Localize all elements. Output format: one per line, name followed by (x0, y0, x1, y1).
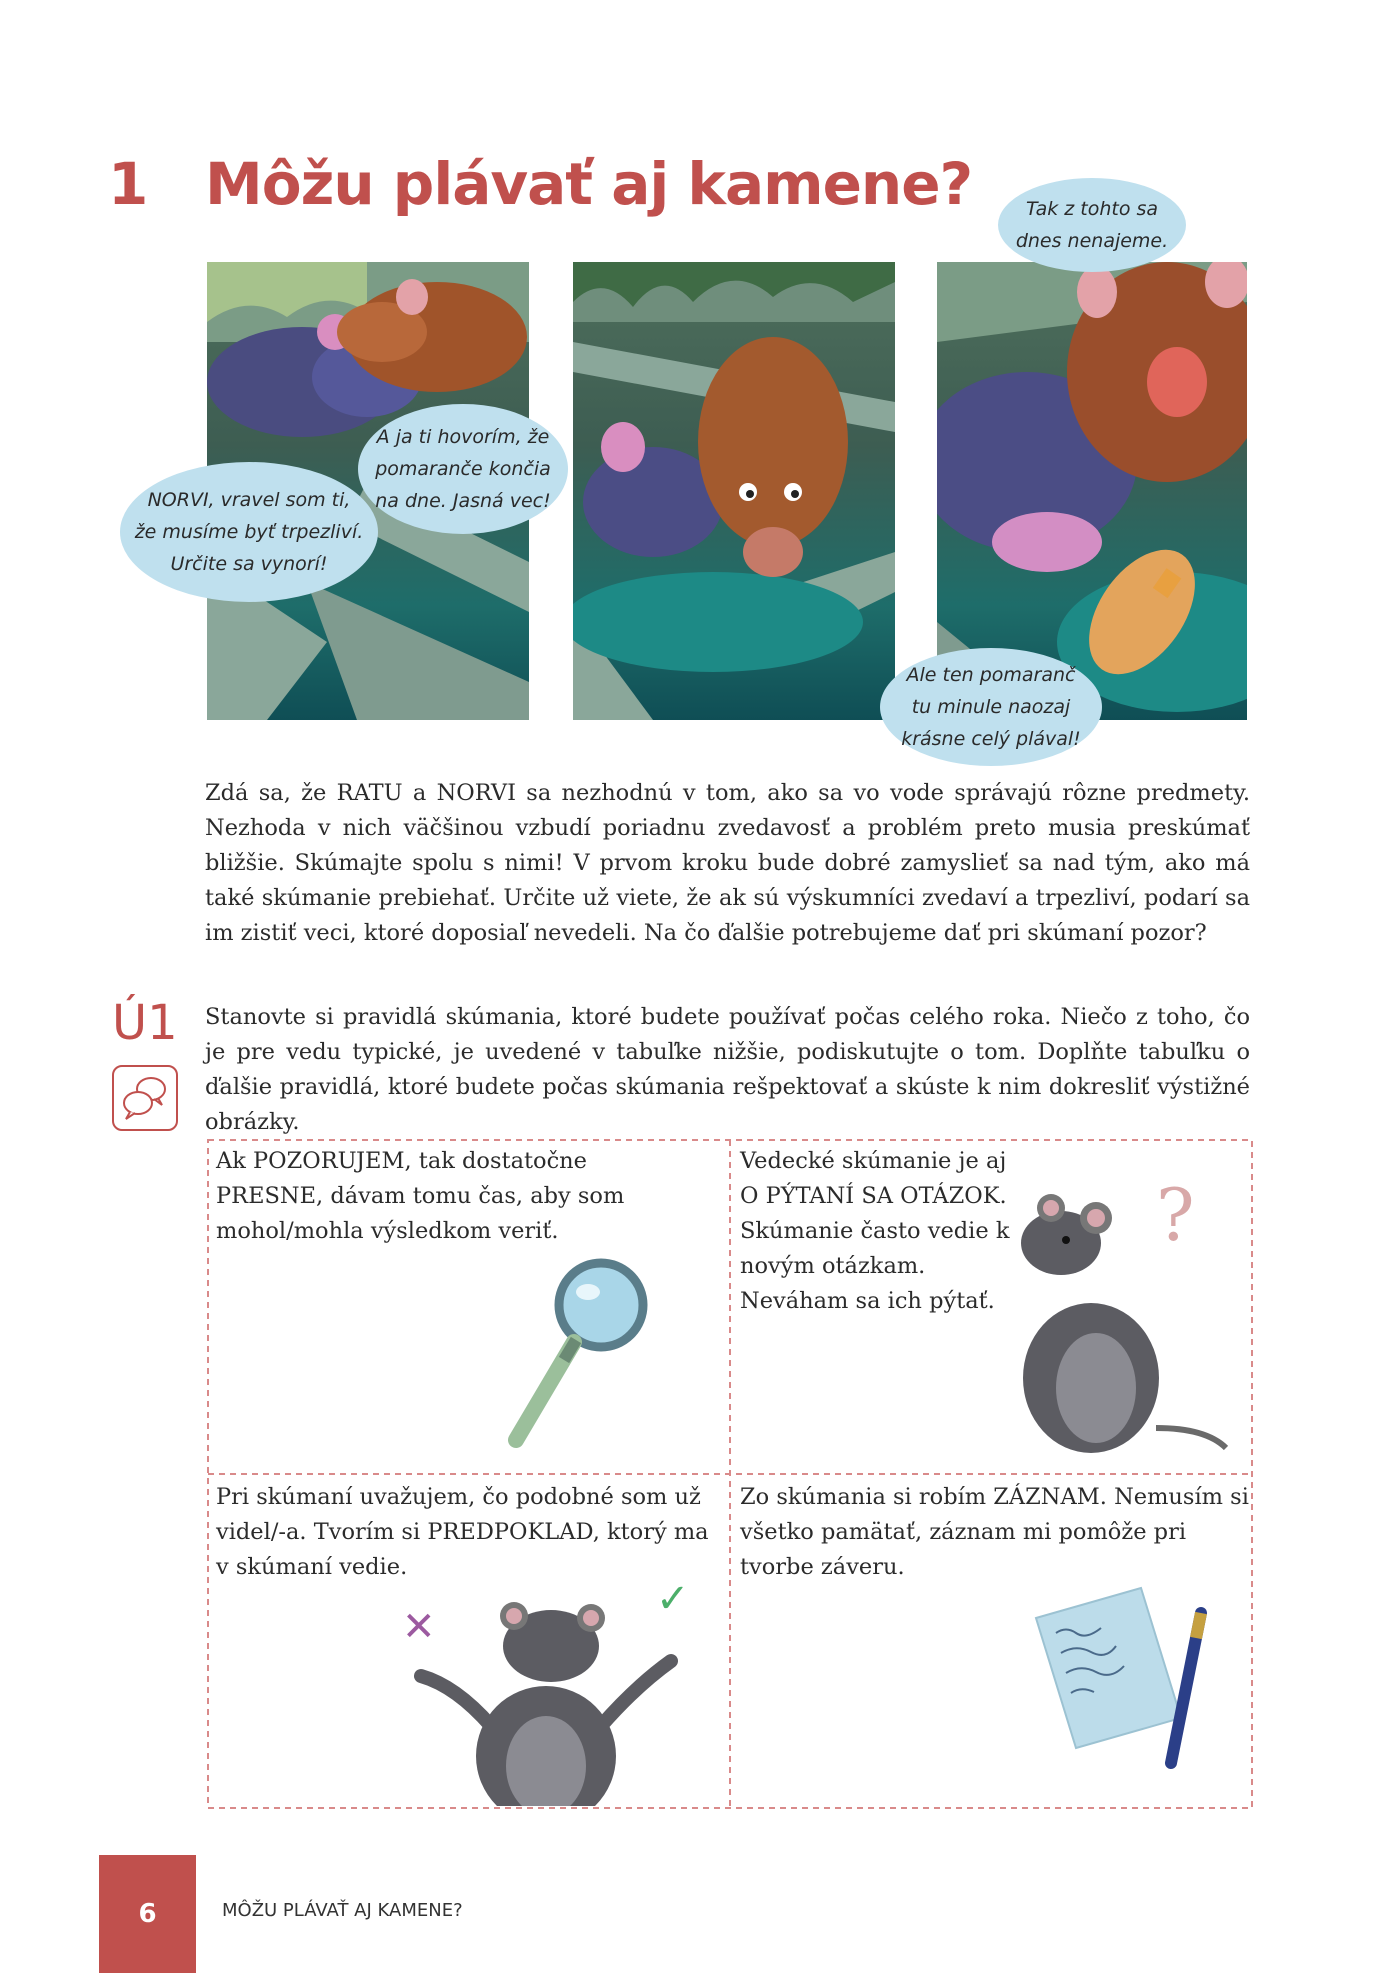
rule-text: Vedecké skúmanie je aj O PÝTANÍ SA OTÁZOK. Skúmanie často vedie k novým otázkam. Neváham sa ich pýtať. (740, 1148, 1010, 1314)
chapter-number: 1 (108, 150, 150, 218)
question-mark-icon: ? (1156, 1173, 1195, 1257)
discussion-icon (112, 1065, 178, 1131)
notepad-pen-icon (1016, 1578, 1216, 1778)
cross-mark-icon: ✕ (402, 1604, 436, 1650)
comic-panel-2 (573, 262, 895, 720)
thinking-rat-icon (396, 1576, 706, 1806)
speech-bubble: NORVI, vravel som ti, že musíme byť trpezliví. Určite sa vynorí! (120, 462, 378, 602)
page-number: 6 (99, 1855, 196, 1973)
speech-bubble: Tak z tohto sa dnes nenajeme. (998, 178, 1186, 272)
intro-paragraph: Zdá sa, že RATU a NORVI sa nezhodnú v tom, ako sa vo vode správajú rôzne predmety. Nezhoda v nich väčšinou vzbudí poriadnu zvedavosť a problém preto musia preskúmať bližšie. Skúmajte spolu s nimi! V prvom kroku bude dobré zamyslieť sa nad tým, ako má také skúmanie prebiehať. Určite už viete, že ak sú výskumníci zvedaví a trpezliví, podarí sa im zistiť veci, ktoré doposiaľ nevedeli. Na čo ďalšie potrebujeme dať pri skúmaní pozor? (205, 780, 1250, 946)
question-rat-icon (1006, 1168, 1236, 1458)
rule-text: Pri skúmaní uvažujem, čo podobné som už videl/-a. Tvorím si PREDPOKLAD, ktorý ma v skúmaní vedie. (216, 1484, 709, 1580)
comic-panel-2-art (573, 262, 895, 720)
speech-bubble: Ale ten pomaranč tu minule naozaj krásne celý plával! (880, 648, 1102, 766)
chapter-title: Môžu plávať aj kamene? (205, 150, 973, 218)
check-mark-icon: ✓ (656, 1576, 690, 1622)
running-title: MÔŽU PLÁVAŤ AJ KAMENE? (222, 1900, 463, 1921)
magnifying-glass-icon (496, 1250, 656, 1460)
task-instructions: Stanovte si pravidlá skúmania, ktoré budete používať počas celého roka. Niečo z toho, čo je pre vedu typické, je uvedené v tabuľke nižšie, podiskutujte o tom. Doplňte tabuľku o ďalšie pravidlá, ktoré budete počas skúmania rešpektovať a skúste k nim dokresliť výstižné obrázky. (205, 1004, 1250, 1135)
task-label: Ú1 (112, 995, 178, 1051)
rules-table (206, 1138, 1254, 1810)
speech-bubble: A ja ti hovorím, že pomaranče končia na dne. Jasná vec! (358, 404, 568, 534)
rule-text: Zo skúmania si robím ZÁZNAM. Nemusím si všetko pamätať, záznam mi pomôže pri tvorbe záveru. (740, 1484, 1249, 1580)
rule-text: Ak POZORUJEM, tak dostatočne PRESNE, dávam tomu čas, aby som mohol/mohla výsledkom veriť. (216, 1148, 625, 1244)
